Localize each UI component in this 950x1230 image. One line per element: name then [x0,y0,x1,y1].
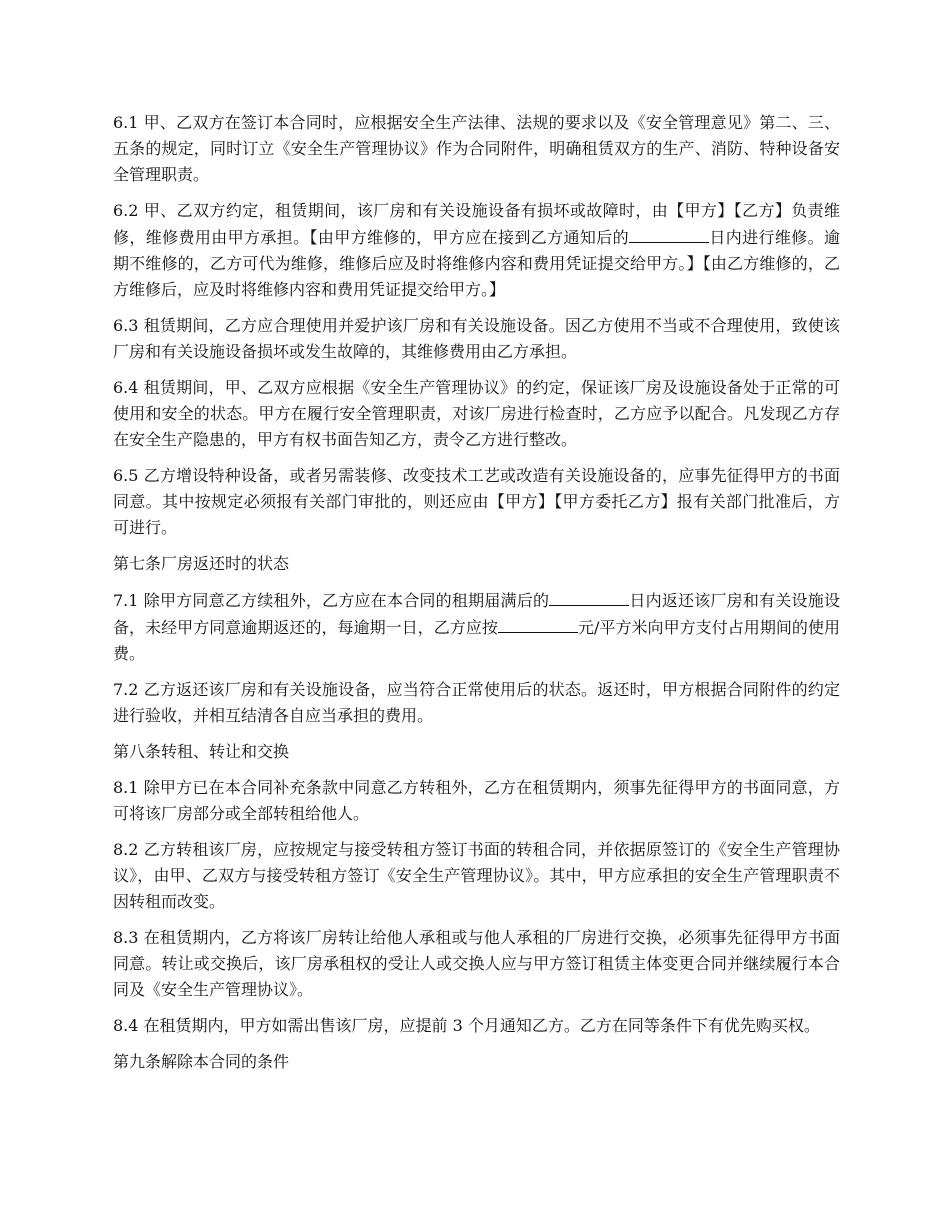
section-heading-8: 第八条转租、转让和交换 [113,742,290,761]
clause-6-4: 6.4 租赁期间，甲、乙双方应根据《安全生产管理协议》的约定，保证该厂房及设施设备处于正常的可使用和安全的状态。甲方在履行安全管理职责，对该厂房进行检查时，乙方应予以配合。凡发现乙方存在安全生产隐患的，甲方有权书面告知乙方，责令乙方进行整改。 [113,378,840,449]
clause-6-1: 6.1 甲、乙双方在签订本合同时，应根据安全生产法律、法规的要求以及《安全管理意见》第二、三、五条的规定，同时订立《安全生产管理协议》作为合同附件，明确租赁双方的生产、消防、特种设备安全管理职责。 [113,113,840,184]
clause-8-4: 8.4 在租赁期内，甲方如需出售该厂房，应提前 3 个月通知乙方。乙方在同等条件下有优先购买权。 [113,1016,820,1035]
clause-8-2: 8.2 乙方转租该厂房，应按规定与接受转租方签订书面的转租合同，并依据原签订的《安全生产管理协议》，由甲、乙双方与接受转租方签订《安全生产管理协议》。其中，甲方应承担的安全生产管理职责不因转租而改变。 [113,840,840,911]
clause-7-2: 7.2 乙方返还该厂房和有关设施设备，应当符合正常使用后的状态。返还时，甲方根据合同附件的约定进行验收，并相互结清各自应当承担的费用。 [113,680,840,725]
clause-7-1-part-c: 元/平方米向甲方支付占用期间的使用费。 [113,618,840,663]
clause-7-1-part-b: 日内返还该厂房和有关设施设备，未经甲方同意逾期返还的，每逾期一日，乙方应按 [113,591,840,637]
clause-6-2 [113,198,840,303]
clause-6-5: 6.5 乙方增设特种设备，或者另需装修、改变技术工艺或改造有关设施设备的，应事先征得甲方的书面同意。其中按规定必须报有关部门审批的，则还应由【甲方】【甲方委托乙方】报有关部门批准后，方可进行。 [113,466,840,537]
section-heading-7: 第七条厂房返还时的状态 [113,554,290,573]
clause-8-3: 8.3 在租赁期内，乙方将该厂房转让给他人承租或与他人承租的厂房进行交换，必须事先征得甲方书面同意。转让或交换后，该厂房承租权的受让人或交换人应与甲方签订租赁主体变更合同并继续履行本合同及《安全生产管理协议》。 [113,928,840,999]
blank-line-return-days [549,587,629,606]
section-heading-9: 第九条解除本合同的条件 [113,1052,290,1071]
clause-6-3: 6.3 租赁期间，乙方应合理使用并爱护该厂房和有关设施设备。因乙方使用不当或不合理使用，致使该厂房和有关设施设备损坏或发生故障的，其维修费用由乙方承担。 [113,316,840,361]
clause-8-1: 8.1 除甲方已在本合同补充条款中同意乙方转租外，乙方在租赁期内，须事先征得甲方的书面同意，方可将该厂房部分或全部转租给他人。 [113,778,840,823]
clause-6-2-part-b: 日内进行维修。逾期不维修的，乙方可代为维修，维修后应及时将维修内容和费用凭证提交给甲方。】【由乙方维修的，乙方维修后，应及时将维修内容和费用凭证提交给甲方。】 [113,228,840,299]
clause-7-1 [113,587,840,667]
clause-6-2-part-a: 6.2 甲、乙双方约定，租赁期间，该厂房和有关设施设备有损坏或故障时，由【甲方】【乙方】负责维修，维修费用由甲方承担。【由甲方维修的，甲方应在接到乙方通知后的 [113,201,840,247]
blank-line-fee-rate [498,614,578,633]
clause-7-1-part-a: 7.1 除甲方同意乙方续租外，乙方应在本合同的租期届满后的 [113,591,550,610]
document-body [113,110,840,1085]
blank-line-repair-days [629,224,709,243]
